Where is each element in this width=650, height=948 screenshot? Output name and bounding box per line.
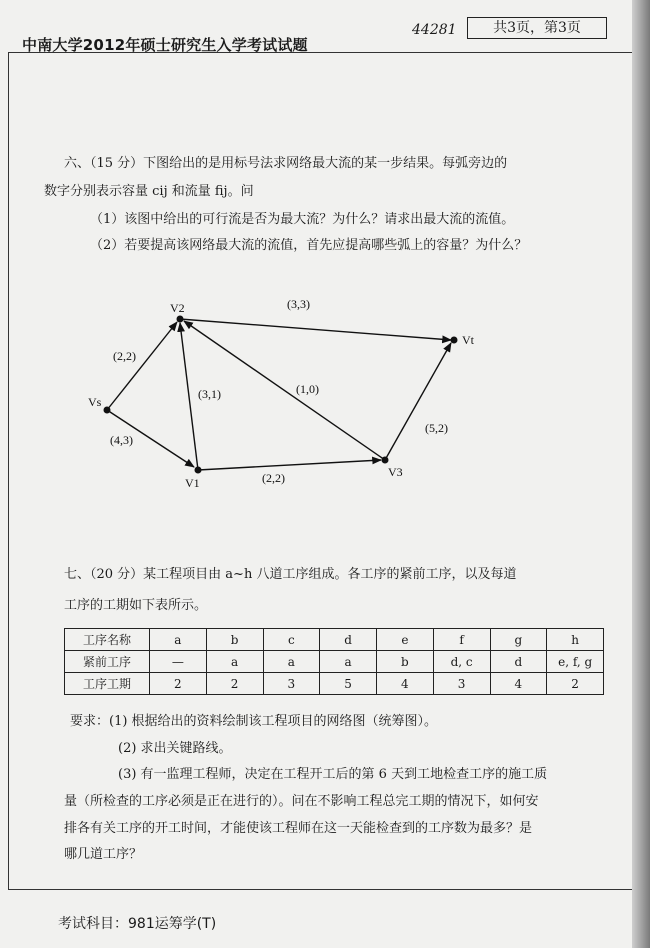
edge-vs-v2 bbox=[107, 322, 177, 410]
cap-v2-v3: (1,0) bbox=[296, 382, 319, 396]
duration-cell: 4 bbox=[490, 673, 547, 695]
q7-requirement-1: 要求：(1) 根据给出的资料绘制该工程项目的网络图（统筹图）。 bbox=[70, 714, 438, 729]
q7-line1: 七、（20 分）某工程项目由 a~h 八道工序组成。各工序的紧前工序，以及每道 bbox=[64, 567, 517, 582]
edge-v1-v2 bbox=[180, 323, 198, 470]
predecessor-cell: d bbox=[490, 651, 547, 673]
cap-v2-vt: (3,3) bbox=[287, 297, 310, 311]
predecessor-cell: a bbox=[263, 651, 320, 673]
q7-requirement-3-line4: 哪几道工序？ bbox=[64, 847, 143, 862]
row-header-task: 工序名称 bbox=[65, 629, 150, 651]
q6-line2: 数字分别表示容量 cij 和流量 fij。问 bbox=[44, 184, 254, 199]
duration-cell: 5 bbox=[320, 673, 377, 695]
task-precedence-table bbox=[64, 628, 604, 695]
cap-v1-v2: (3,1) bbox=[198, 387, 221, 401]
predecessor-cell: a bbox=[320, 651, 377, 673]
node-vt bbox=[451, 337, 458, 344]
label-vs: Vs bbox=[88, 395, 102, 409]
cap-vs-v2: (2,2) bbox=[113, 349, 136, 363]
table-row-durations bbox=[65, 673, 604, 695]
node-v3 bbox=[382, 457, 389, 464]
q6-line1: 六、（15 分）下图给出的是用标号法求网络最大流的某一步结果。每弧旁边的 bbox=[64, 156, 508, 171]
duration-cell: 3 bbox=[263, 673, 320, 695]
label-v2: V2 bbox=[170, 301, 185, 315]
label-v3: V3 bbox=[388, 465, 403, 479]
predecessor-cell: b bbox=[377, 651, 434, 673]
duration-cell: 2 bbox=[206, 673, 263, 695]
node-vs bbox=[104, 407, 111, 414]
task-cell: c bbox=[263, 629, 320, 651]
row-header-predecessor: 紧前工序 bbox=[65, 651, 150, 673]
predecessor-cell: — bbox=[150, 651, 207, 673]
table-row-tasks bbox=[65, 629, 604, 651]
exam-subject: 考试科目：981运筹学(T) bbox=[58, 916, 217, 932]
paper-code: 44281 bbox=[412, 22, 457, 38]
table-row-predecessors bbox=[65, 651, 604, 673]
task-cell: f bbox=[433, 629, 490, 651]
q6-sub1: （1）该图中给出的可行流是否为最大流？为什么？请求出最大流的流值。 bbox=[90, 212, 515, 227]
task-cell: h bbox=[547, 629, 604, 651]
exam-title: 中南大学2012年硕士研究生入学考试试题 bbox=[22, 36, 308, 54]
q6-sub2: （2）若要提高该网络最大流的流值，首先应提高哪些弧上的容量？为什么？ bbox=[90, 238, 528, 253]
q7-requirement-3-line3: 排各有关工序的开工时间，才能使该工程师在这一天能检查到的工序数为最多？是 bbox=[64, 821, 533, 836]
q7-line2: 工序的工期如下表所示。 bbox=[64, 598, 208, 613]
duration-cell: 4 bbox=[377, 673, 434, 695]
edge-v2-vt bbox=[180, 319, 451, 340]
task-cell: b bbox=[206, 629, 263, 651]
task-cell: d bbox=[320, 629, 377, 651]
duration-cell: 2 bbox=[150, 673, 207, 695]
cap-vs-v1: (4,3) bbox=[110, 433, 133, 447]
predecessor-cell: d, c bbox=[433, 651, 490, 673]
q7-requirement-3-line1: (3) 有一监理工程师，决定在工程开工后的第 6 天到工地检查工序的施工质 bbox=[118, 767, 548, 782]
page-indicator: 共3页，第3页 bbox=[467, 17, 607, 39]
task-cell: a bbox=[150, 629, 207, 651]
q7-requirement-2: (2) 求出关键路线。 bbox=[118, 741, 232, 756]
predecessor-cell: e, f, g bbox=[547, 651, 604, 673]
q7-requirement-3-line2: 量（所检查的工序必须是正在进行的）。问在不影响工程总完工期的情况下，如何安 bbox=[64, 794, 539, 809]
duration-cell: 3 bbox=[433, 673, 490, 695]
row-header-duration: 工序工期 bbox=[65, 673, 150, 695]
edge-v3-vt bbox=[385, 343, 451, 460]
label-vt: Vt bbox=[462, 333, 474, 347]
node-v1 bbox=[195, 467, 202, 474]
label-v1: V1 bbox=[185, 476, 200, 490]
duration-cell: 2 bbox=[547, 673, 604, 695]
task-cell: g bbox=[490, 629, 547, 651]
predecessor-cell: a bbox=[206, 651, 263, 673]
cap-v1-v3: (2,2) bbox=[262, 471, 285, 485]
node-v2 bbox=[177, 316, 184, 323]
task-cell: e bbox=[377, 629, 434, 651]
cap-v3-vt: (5,2) bbox=[425, 421, 448, 435]
edge-v1-v3 bbox=[198, 460, 381, 470]
